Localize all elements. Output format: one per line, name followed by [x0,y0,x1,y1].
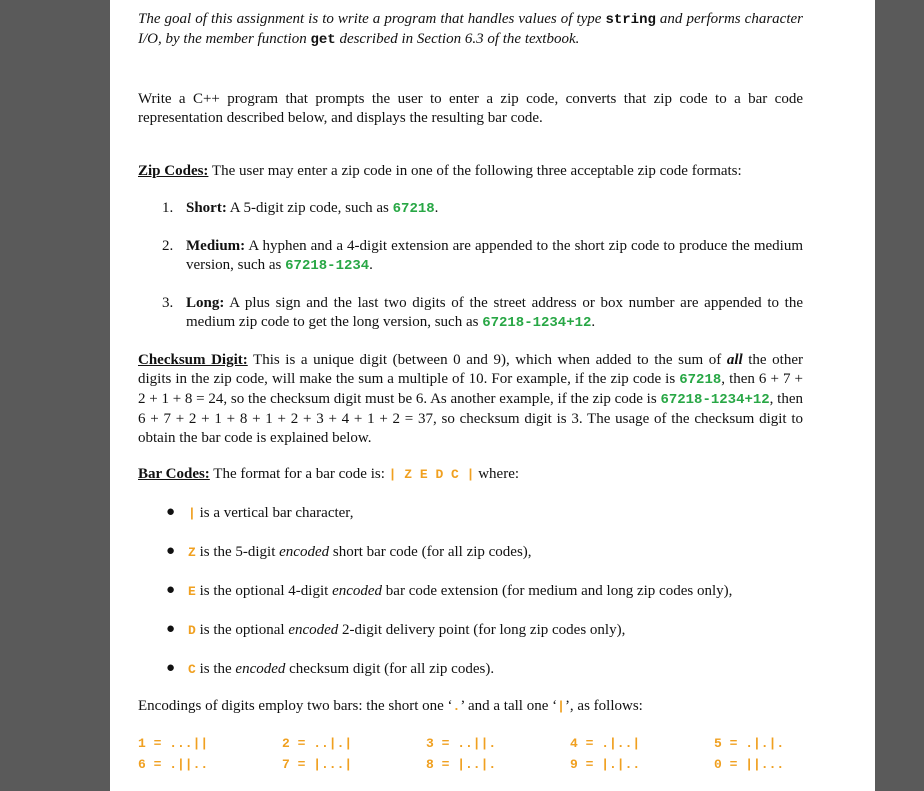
part-code: Z [188,545,196,560]
intro-text-2: and performs character I/O, by the member function [138,11,803,47]
digit-encoding: 6 = .||.. [138,757,209,772]
part-text-rest: checksum digit (for all zip codes). [285,661,495,677]
bar-codes-paragraph [138,465,803,484]
part-text: is the optional [195,622,289,638]
checksum-heading: Checksum Digit: [138,352,248,368]
item-text: A plus sign and the last two digits of the street address or box number are appended to the medium zip code to get the long version, such as [186,295,803,330]
item-number: 3. [162,295,174,311]
part-emphasis: encoded [279,544,330,560]
bullet-icon: ● [166,660,176,676]
digit-encoding: 9 = |.|.. [570,757,641,772]
part-text-rest: 2-digit delivery point (for long zip codes only), [338,622,626,638]
digit-encoding: 7 = |...| [282,757,353,772]
short-bar-symbol: . [452,699,461,714]
part-emphasis: encoded [288,622,339,638]
part-code: E [188,584,196,599]
item-title: Short: [186,200,227,216]
all-emphasis: all [726,352,743,368]
encodings-text-3: ’, as follows: [564,698,643,714]
part-text: is a vertical bar character, [195,505,354,521]
document-page [110,0,875,791]
item-text: A hyphen and a 4-digit extension are appended to the short zip code to produce the medium version, such as [186,238,803,273]
item-text: A 5-digit zip code, such as [226,200,393,216]
zip-codes-heading: Zip Codes: [138,163,209,179]
item-end: . [434,200,439,216]
part-text-rest: bar code extension (for medium and long zip codes only), [382,583,733,599]
document-content [138,10,803,774]
bar-code-parts-list [138,504,803,679]
zip-example-code: 67218-1234 [285,258,370,274]
zip-codes-paragraph [138,162,803,181]
item-title: Long: [186,295,225,311]
zip-format-list [138,199,803,333]
bar-codes-heading: Bar Codes: [138,466,210,482]
digit-encoding: 0 = ||... [714,757,785,772]
item-end: . [369,257,373,273]
bar-code-part-item [138,582,803,601]
intro-text-3: described in Section 6.3 of the textbook. [335,31,580,47]
part-emphasis: encoded [332,583,383,599]
zip-format-item [138,199,803,219]
checksum-text-4: , then 6 + 7 + 2 + 1 + 8 + 1 + 2 + 3 + 4 + 1 + 2 = 37, so checksum digit is 3. The usage of the checksum digit to obtain the bar code is explained below. [138,391,804,446]
bar-code-part-item [138,621,803,640]
zip-example-code: 67218-1234+12 [482,315,592,331]
item-title: Medium: [186,238,246,254]
bar-code-part-item [138,504,803,523]
intro-paragraph [138,10,803,50]
zip-codes-text: The user may enter a zip code in one of the following three acceptable zip code formats: [208,163,742,179]
zip-example-code: 67218 [392,201,435,217]
digit-encoding: 2 = ..|.| [282,736,353,751]
part-text-rest: short bar code (for all zip codes), [329,544,532,560]
bar-code-format: | Z E D C | [388,467,475,482]
checksum-paragraph [138,351,803,448]
encodings-text-1: Encodings of digits employ two bars: the short one ‘ [138,698,453,714]
zip-format-item [138,237,803,276]
digit-encoding-table [138,734,803,774]
checksum-text-3: , then 6 + 7 + 2 + 1 + 8 = 24, so the checksum digit must be 6. As another example, if the zip code is [138,371,803,407]
item-end: . [591,314,596,330]
digit-encoding: 8 = |..|. [426,757,497,772]
bullet-icon: ● [166,621,176,637]
part-text: is the [195,661,236,677]
checksum-example-code: 67218 [679,372,722,388]
function-keyword: get [310,32,336,48]
bar-codes-text: The format for a bar code is: [209,466,389,482]
item-number: 1. [162,200,174,216]
intro-text-1: The goal of this assignment is to write a program that handles values of type [138,11,606,27]
bullet-icon: ● [166,582,176,598]
bar-code-part-item [138,543,803,562]
part-text: is the 5-digit [195,544,280,560]
digit-encoding: 4 = .|..| [570,736,641,751]
encodings-paragraph [138,697,803,716]
tall-bar-symbol: | [557,699,565,714]
bullet-icon: ● [166,504,176,520]
checksum-example-code: 67218-1234+12 [660,392,770,408]
bar-code-part-item [138,660,803,679]
part-code: D [188,623,196,638]
zip-format-item [138,294,803,333]
part-code: | [188,506,196,521]
part-code: C [188,662,196,677]
part-emphasis: encoded [235,661,286,677]
checksum-text-1: This is a unique digit (between 0 and 9), which when added to the sum of [247,352,727,368]
encodings-text-2: ’ and a tall one ‘ [460,698,558,714]
type-keyword: string [605,12,656,28]
item-number: 2. [162,238,174,254]
task-paragraph: Write a C++ program that prompts the user to enter a zip code, converts that zip code to a bar code representation described below, and displays the resulting bar code. [138,91,803,126]
part-text: is the optional 4-digit [195,583,333,599]
bar-codes-where: where: [474,466,520,482]
digit-encoding: 3 = ..||. [426,736,497,751]
checksum-text-2: the other digits in the zip code, will make the sum a multiple of 10. For example, if the zip code is [138,352,803,387]
digit-encoding: 5 = .|.|. [714,736,785,751]
bullet-icon: ● [166,543,176,559]
digit-encoding: 1 = ...|| [138,736,209,751]
